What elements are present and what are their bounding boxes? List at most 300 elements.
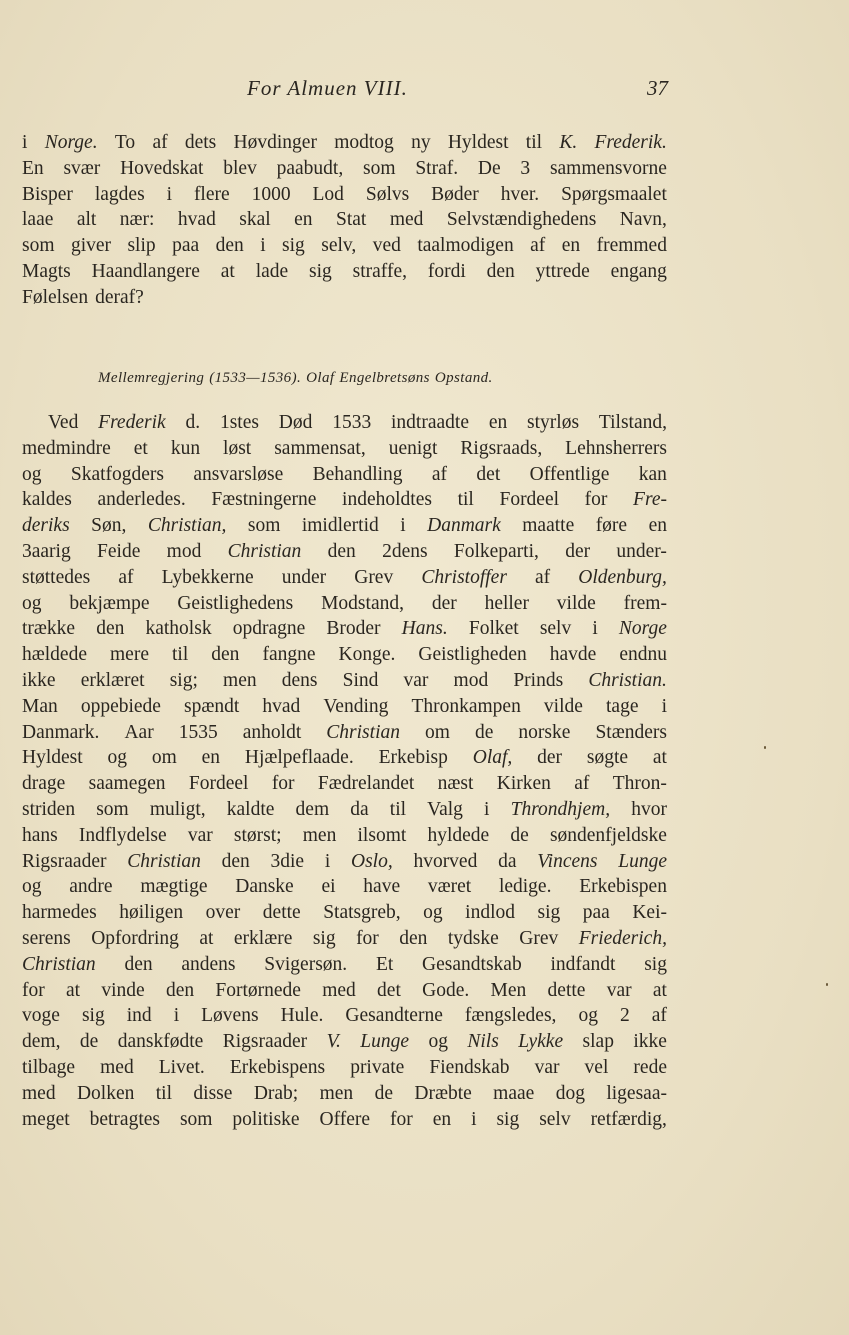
word: den (96, 618, 125, 640)
text-line (22, 823, 667, 849)
word: selv (539, 1108, 571, 1130)
word: et (133, 437, 148, 459)
word: der (537, 747, 563, 769)
text-line (22, 130, 667, 156)
word: under (281, 566, 327, 588)
word: som (179, 1108, 213, 1130)
text-line (22, 797, 667, 823)
word: Sind (342, 669, 379, 691)
word: 3 (520, 157, 531, 179)
word: Død (278, 412, 313, 433)
word: styrløs (527, 412, 580, 433)
word: den (124, 953, 153, 975)
word: Kei- (632, 902, 667, 924)
word: en (201, 747, 221, 769)
word: størst; (233, 824, 282, 846)
word: deraf? (95, 286, 144, 308)
word: om (425, 721, 450, 743)
word: der (431, 592, 457, 614)
word: Grev (354, 566, 394, 588)
word: det (476, 463, 501, 485)
word: endnu (619, 644, 667, 666)
word: politiske (232, 1108, 300, 1130)
word: imidlertid (301, 515, 379, 537)
word: som (247, 515, 281, 537)
word: dens (281, 669, 318, 691)
word: Sølvs (365, 183, 410, 205)
word: Løvens (201, 1005, 259, 1027)
word: at (220, 260, 235, 282)
word: vilde (556, 592, 596, 614)
text-line (22, 616, 667, 642)
word: men (302, 824, 337, 846)
word: kaldte (226, 798, 275, 820)
word: Christian. (588, 669, 667, 691)
word: af (651, 1005, 667, 1027)
heading-word: Mellemregjering (98, 370, 205, 386)
word: for (271, 773, 295, 795)
word: 1stes (219, 412, 259, 433)
word: af (574, 773, 590, 795)
word: Lehnsherrers (565, 437, 667, 459)
paragraph-1 (22, 130, 667, 311)
word: ei (321, 876, 336, 898)
word: Rigsraader (222, 1031, 308, 1053)
word: Selvstændighedens (446, 209, 597, 231)
word: til (525, 132, 543, 153)
page-header (22, 76, 670, 106)
word: at (199, 927, 214, 949)
word: føre (595, 515, 628, 537)
heading-word: (1533—1536). (209, 370, 302, 386)
word: med (22, 1082, 56, 1104)
word: over (205, 902, 241, 924)
text-line (22, 410, 667, 436)
word: var (187, 824, 213, 846)
word: harmedes (22, 902, 97, 924)
word: Indflydelse (78, 824, 167, 846)
word: sig (644, 953, 667, 975)
word: paa (582, 902, 610, 924)
word: erklære (233, 927, 293, 949)
word: fængsledes, (464, 1005, 557, 1027)
word: hvad (262, 695, 301, 717)
word: hvorved (413, 850, 478, 872)
word: 2 (619, 1005, 630, 1027)
word: V. (326, 1031, 341, 1053)
word: og (22, 592, 42, 614)
word: Hyldest (447, 132, 509, 153)
word: lade (255, 260, 289, 282)
word: Erkebisp (378, 747, 448, 769)
text-line (22, 874, 667, 900)
word: Aar (124, 721, 154, 743)
word: striden (22, 798, 76, 820)
word: Hyldest (22, 747, 83, 769)
text-line (22, 207, 667, 233)
word: for (584, 489, 608, 511)
word: indlod (465, 902, 515, 924)
word: den (486, 260, 515, 282)
word: Offere (319, 1108, 371, 1130)
word: blev (223, 157, 257, 179)
word: en (432, 1108, 452, 1130)
word: den (221, 850, 250, 872)
word: straffe, (352, 260, 407, 282)
word: d. (185, 412, 201, 433)
word: 1533 (332, 412, 372, 433)
word: Grev (519, 927, 559, 949)
word: at (652, 747, 667, 769)
word: Vending (323, 695, 389, 717)
word: Christoffer (421, 566, 507, 588)
text-line (22, 642, 667, 668)
word: Christian, (147, 515, 227, 537)
word: Navn, (619, 209, 667, 231)
word: hældede (22, 644, 87, 666)
word: danskfødte (117, 1031, 204, 1053)
word: som (96, 798, 129, 820)
word: tage (606, 695, 639, 717)
word: slip (127, 235, 156, 257)
word: yttrede (535, 260, 590, 282)
word: Gode. (422, 979, 470, 1001)
word: Haandlangere (91, 260, 200, 282)
word: og (107, 747, 128, 769)
word: Rigsraader (22, 850, 107, 872)
text-line (22, 1081, 667, 1107)
word: en (294, 209, 313, 231)
word: sig (537, 902, 561, 924)
text-line (22, 591, 667, 617)
word: skal (239, 209, 271, 231)
word: katholsk (145, 618, 212, 640)
text-line (22, 539, 667, 565)
word: og (22, 463, 42, 485)
word: Erkebispens (229, 1056, 326, 1078)
word: Fordeel (188, 773, 249, 795)
word: Dræbte (414, 1082, 472, 1104)
word: ansvarsløse (193, 463, 284, 485)
word: Stat (336, 209, 367, 231)
word: erklæret (80, 669, 145, 691)
word: sig (309, 260, 332, 282)
word: Hans. (401, 618, 448, 640)
word: mod (453, 669, 489, 691)
word: Lod (312, 183, 344, 205)
word: Høvdinger (233, 132, 317, 153)
word: giver (70, 235, 112, 257)
word: Thronkampen (411, 695, 521, 717)
word: Bøder (431, 183, 479, 205)
word: for (22, 979, 45, 1001)
text-line (22, 668, 667, 694)
word: Et (375, 953, 394, 975)
word: maatte (522, 515, 575, 537)
word: af (535, 566, 551, 588)
word: af (118, 566, 134, 588)
word: fordi (427, 260, 466, 282)
word: Men (490, 979, 527, 1001)
word: Drab; (253, 1082, 299, 1104)
paragraph-2 (22, 410, 667, 1132)
word: i (260, 235, 266, 257)
word: Svigersøn. (264, 953, 348, 975)
word: den (327, 540, 356, 562)
text-line (22, 1055, 667, 1081)
heading-word: Engelbretsøns (339, 370, 430, 386)
heading-word: Olaf (306, 370, 335, 386)
word: 2dens (382, 540, 428, 562)
word: Christian (326, 721, 400, 743)
word: den (211, 644, 240, 666)
word: da (498, 850, 517, 872)
word: med (389, 209, 424, 231)
word: for (390, 1108, 413, 1130)
word: K. (559, 132, 578, 153)
word: Statsgreb, (323, 902, 401, 924)
word: uenigt (388, 437, 438, 459)
word: af (152, 132, 168, 153)
text-line (22, 771, 667, 797)
word: havde (549, 644, 597, 666)
word: at (66, 979, 81, 1001)
word: var (534, 1056, 560, 1078)
word: Nils (467, 1031, 499, 1053)
word: sammensvorne (549, 157, 667, 179)
word: men (223, 669, 257, 691)
word: men (319, 1082, 354, 1104)
word: i (484, 798, 490, 820)
word: medmindre (22, 437, 111, 459)
word: Christian (227, 540, 302, 562)
word: Frederik. (594, 132, 667, 153)
word: To (114, 132, 136, 153)
word: dette (547, 979, 586, 1001)
word: den (399, 927, 428, 949)
word: flere (193, 183, 230, 205)
page-number: 37 (647, 76, 668, 100)
word: i (173, 1005, 180, 1027)
word: kan (638, 463, 667, 485)
word: Thron- (612, 773, 667, 795)
word: vel (584, 1056, 609, 1078)
word: norske (518, 721, 571, 743)
word: mere (110, 644, 149, 666)
word: indfandt (550, 953, 616, 975)
word: i (22, 132, 28, 153)
word: Lunge (618, 850, 667, 872)
word: opdragne (232, 618, 306, 640)
word: 3aarig (22, 540, 71, 562)
word: som (22, 235, 55, 257)
word: for (356, 927, 379, 949)
word: dets (184, 132, 217, 153)
word: Fiendskab (429, 1056, 510, 1078)
text-line (22, 745, 667, 771)
word: i (471, 1108, 477, 1130)
word: Fordeel (499, 489, 560, 511)
word: Man (22, 695, 58, 717)
word: fangne (262, 644, 316, 666)
word: af (530, 235, 546, 257)
word: og (22, 876, 42, 898)
word: Friederich, (578, 927, 667, 949)
word: vinde (101, 979, 145, 1001)
word: dem, (22, 1031, 61, 1053)
word: andre (69, 876, 113, 898)
word: heller (484, 592, 529, 614)
word: 1000 (251, 183, 291, 205)
word: søgte (586, 747, 629, 769)
word: hans (22, 824, 58, 846)
word: Offentlige (529, 463, 610, 485)
word: Behandling (312, 463, 403, 485)
word: disse (193, 1082, 233, 1104)
word: til (457, 489, 474, 511)
word: den (215, 235, 244, 257)
text-line (22, 978, 667, 1004)
word: søndenfjeldske (549, 824, 667, 846)
word: sammensat, (274, 437, 366, 459)
word: nær: (119, 209, 155, 231)
word: hvad (177, 209, 216, 231)
word: Danske (235, 876, 294, 898)
word: bekjæmpe (69, 592, 150, 614)
word: hver. (500, 183, 540, 205)
word: tydske (447, 927, 499, 949)
word: Skatfogders (70, 463, 165, 485)
text-line (22, 565, 667, 591)
word: kaldes (22, 489, 72, 511)
word: de (79, 1031, 99, 1053)
word: Følelsen (22, 286, 89, 308)
word: paabudt, (276, 157, 344, 179)
word: om (151, 747, 177, 769)
word: voge (22, 1005, 60, 1027)
word: Konge. (338, 644, 396, 666)
word: modtog (334, 132, 394, 153)
word: en (561, 235, 581, 257)
word: sig (81, 1005, 105, 1027)
word: været (427, 876, 472, 898)
word: meget (22, 1108, 70, 1130)
word: drage (22, 773, 66, 795)
word: ikke (22, 669, 56, 691)
word: Lykke (518, 1031, 564, 1053)
word: sig (496, 1108, 520, 1130)
word: andens (181, 953, 236, 975)
word: at (652, 979, 667, 1001)
word: og (578, 1005, 598, 1027)
word: svær (63, 157, 101, 179)
word: Frederik (98, 412, 166, 433)
word: i (324, 850, 331, 872)
paper-speck (826, 983, 828, 986)
word: 1535 (178, 721, 218, 743)
word: Erkebispen (579, 876, 667, 898)
word: Modstand, (321, 592, 404, 614)
word: private (350, 1056, 405, 1078)
word: Vincens (537, 850, 598, 872)
word: selv (539, 618, 572, 640)
word: da (350, 798, 369, 820)
word: Rigsraads, (460, 437, 543, 459)
word: mægtige (140, 876, 208, 898)
word: Danmark. (22, 721, 100, 743)
word: ledige. (498, 876, 552, 898)
word: spændt (184, 695, 240, 717)
text-line (22, 694, 667, 720)
word: Danmark (427, 515, 501, 537)
word: betragtes (89, 1108, 160, 1130)
word: dem (295, 798, 330, 820)
text-line (22, 182, 667, 208)
text-line (22, 1003, 667, 1029)
word: Stænders (595, 721, 667, 743)
word: ikke (633, 1031, 667, 1053)
word: Hjælpeflaade. (244, 747, 354, 769)
word: oppebiede (80, 695, 161, 717)
word: til (155, 1082, 173, 1104)
word: slap (582, 1031, 614, 1053)
word: det (377, 979, 401, 1001)
word: 3die (270, 850, 305, 872)
word: Spørgsmaalet (561, 183, 667, 205)
word: dog (555, 1082, 585, 1104)
word: Oslo, (350, 850, 393, 872)
word: hyldede (427, 824, 490, 846)
word: Søn, (91, 515, 127, 537)
word: Lybekkerne (161, 566, 254, 588)
text-line (22, 900, 667, 926)
text-line (22, 233, 667, 259)
word: med (100, 1056, 134, 1078)
word: Olaf, (472, 747, 513, 769)
word: Kirken (496, 773, 551, 795)
word: Norge. (44, 132, 98, 153)
word: Lunge (360, 1031, 410, 1053)
word: Hovedskat (120, 157, 204, 179)
word: til (172, 644, 189, 666)
word: indeholdtes (342, 489, 432, 511)
word: Fre- (633, 489, 667, 511)
word: til (389, 798, 407, 820)
word: Christian (127, 850, 201, 872)
word: i (166, 183, 173, 205)
word: trække (22, 618, 76, 640)
word: sig (312, 927, 336, 949)
word: taalmodigen (417, 235, 514, 257)
word: Valg (427, 798, 463, 820)
word: indtraadte (391, 412, 469, 433)
word: var (403, 669, 429, 691)
word: i (661, 695, 667, 717)
word: Feide (97, 540, 141, 562)
word: Fortørnede (215, 979, 301, 1001)
word: af (431, 463, 448, 485)
text-line (22, 285, 667, 311)
word: frem- (623, 592, 667, 614)
word: Dolken (76, 1082, 135, 1104)
word: de (474, 721, 494, 743)
word: en (488, 412, 508, 433)
word: en (648, 515, 667, 537)
word: paa (172, 235, 200, 257)
word: sig; (169, 669, 198, 691)
text-line (22, 462, 667, 488)
text-line (22, 259, 667, 285)
